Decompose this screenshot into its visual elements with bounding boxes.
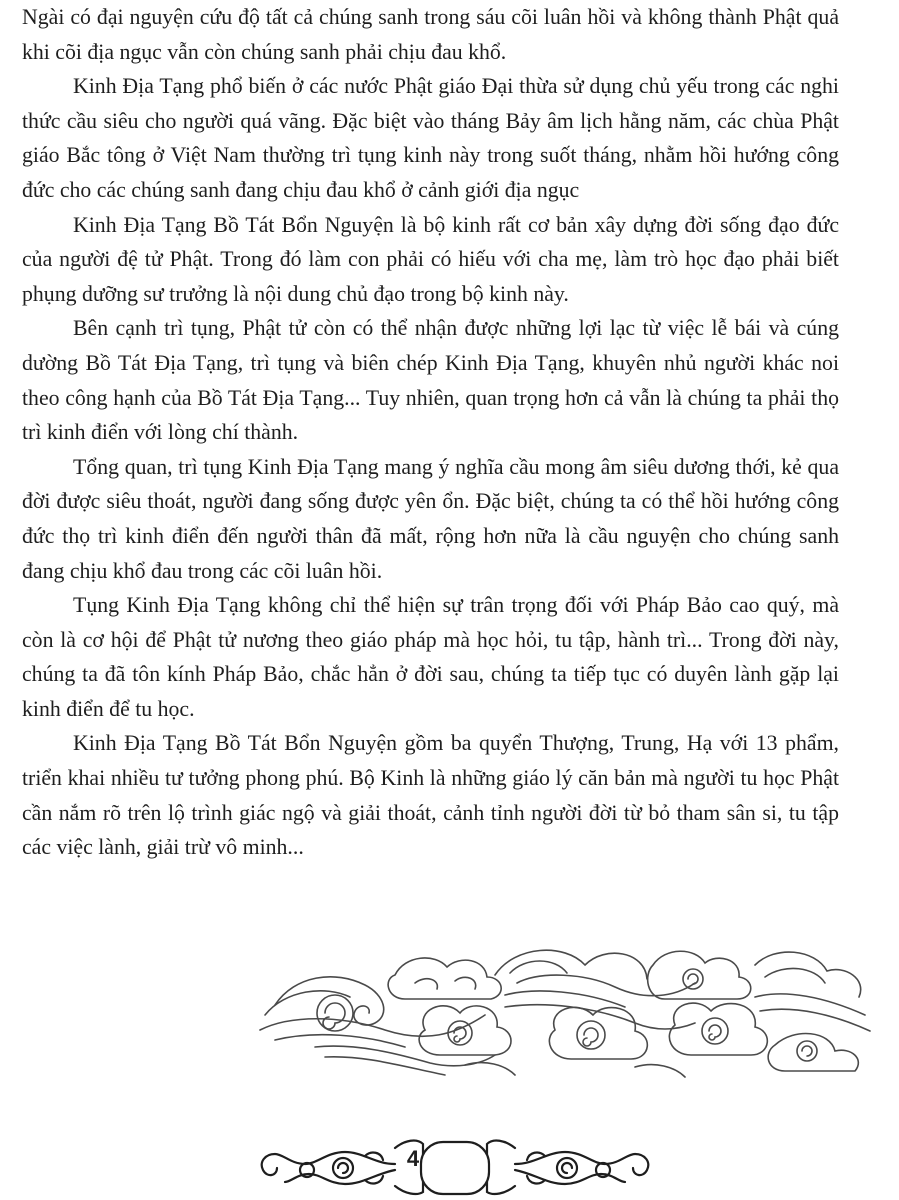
paragraph-6: Tụng Kinh Địa Tạng không chỉ thể hiện sự trân trọng đối với Pháp Bảo cao quý, mà còn là cơ hội để Phật tử nương theo giáo pháp mà học hỏi, tu tập, hành trì... Trong đời này, chúng ta đã tôn kính Pháp Bảo, chắc hẳn ở đời sau, chúng ta tiếp tục có duyên lành gặp lại kinh điển để tu học. [22,593,839,721]
paragraph-2: Kinh Địa Tạng phổ biến ở các nước Phật giáo Đại thừa sử dụng chủ yếu trong các nghi thức cầu siêu cho người quá vãng. Đặc biệt vào tháng Bảy âm lịch hằng năm, các chùa Phật giáo Bắc tông ở Việt Nam thường trì tụng kinh này trong suốt tháng, nhằm hồi hướng công đức cho các chúng sanh đang chịu đau khổ ở cảnh giới địa ngục [22,74,839,202]
paragraph-7: Kinh Địa Tạng Bồ Tát Bổn Nguyện gồm ba quyển Thượng, Trung, Hạ với 13 phẩm, triển khai nhiều tư tưởng phong phú. Bộ Kinh là những giáo lý căn bản mà người tu học Phật cần nắm rõ trên lộ trình giác ngộ và giải thoát, cảnh tỉnh người đời từ bỏ tham sân si, tu tập các việc lành, giải trừ vô minh... [22,731,839,860]
paragraph-5: Tổng quan, trì tụng Kinh Địa Tạng mang ý nghĩa cầu mong âm siêu dương thới, kẻ qua đời được siêu thoát, người đang sống được yên ổn. Đặc biệt, chúng ta có thể hồi hướng công đức thọ trì kinh điển đến người thân đã mất, rộng hơn nữa là cầu nguyện cho chúng sanh đang chịu khổ đau trong các cõi luân hồi. [22,454,839,583]
paragraph-1: Ngài có đại nguyện cứu độ tất cả chúng sanh trong sáu cõi luân hồi và không thành Phật quả khi cõi địa ngục vẫn còn chúng sanh phải chịu đau khổ. [22,5,839,64]
paragraph-4: Bên cạnh trì tụng, Phật tử còn có thể nhận được những lợi lạc từ việc lễ bái và cúng dường Bồ Tát Địa Tạng, trì tụng và biên chép Kinh Địa Tạng, khuyên nhủ người khác noi theo công hạnh của Bồ Tát Địa Tạng... Tuy nhiên, quan trọng hơn cả vẫn là chúng ta phải thọ trì kinh điển với lòng chí thành. [22,316,839,445]
scroll-flourish-icon [245,1130,665,1200]
paragraph-3: Kinh Địa Tạng Bồ Tát Bổn Nguyện là bộ kinh rất cơ bản xây dựng đời sống đạo đức của người đệ tử Phật. Trong đó làm con phải có hiếu với cha mẹ, làm trò học đạo phải biết phụng dưỡng sư trưởng là nội dung chủ đạo trong bộ kinh này. [22,212,839,306]
page-number: 4 [406,1146,420,1171]
cloud-ornament-icon [255,935,875,1085]
body-text [22,0,839,865]
